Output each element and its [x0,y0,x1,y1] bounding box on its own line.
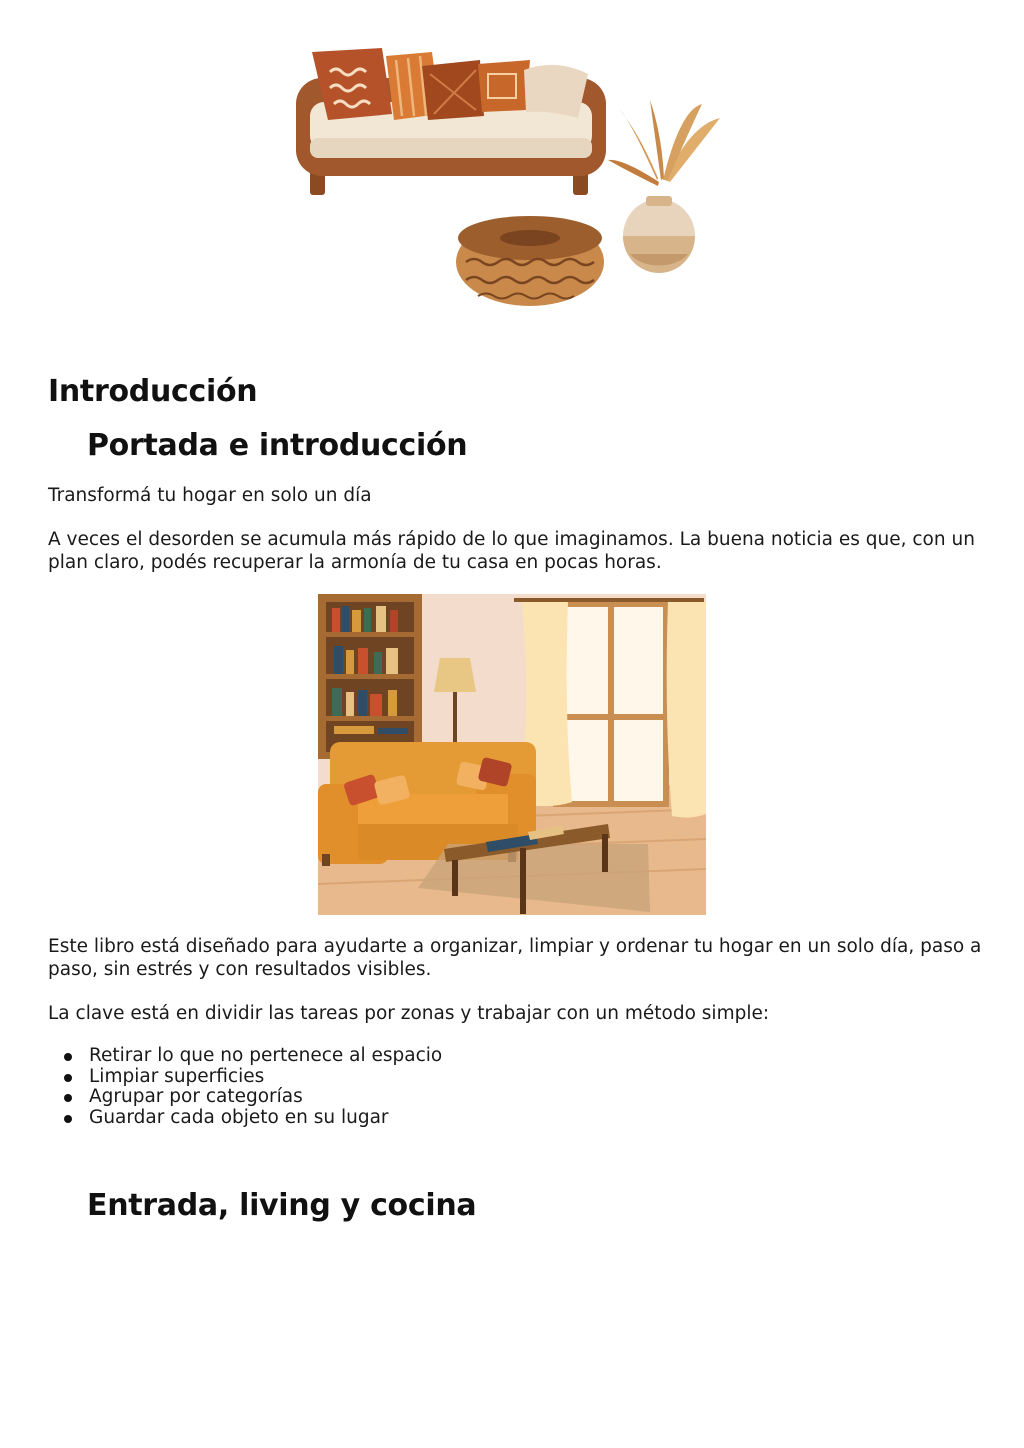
method-intro-paragraph: La clave está en dividir las tareas por zonas y trabajar con un método simple: [48,1003,770,1024]
plant-vase-illustration [608,100,720,273]
intro-paragraph: A veces el desorden se acumula más rápido de lo que imaginamos. La buena noticia es que, con un plan claro, podés recuperar la armonía de tu casa en pocas horas. [48,529,975,573]
tagline-text: Transformá tu hogar en solo un día [48,485,372,506]
section-title-introduccion: Introducción [48,374,258,409]
list-item: Agrupar por categorías [48,1087,442,1108]
sofa-illustration [296,48,606,195]
book-purpose-paragraph: Este libro está diseñado para ayudarte a organizar, limpiar y ordenar tu hogar en un solo día, paso a paso, sin estrés y con resultados visibles. [48,936,982,980]
heading-portada: Portada e introducción [87,428,468,463]
list-item: Retirar lo que no pertenece al espacio [48,1046,442,1067]
living-room-illustration [318,594,706,915]
method-steps-list [48,1046,442,1128]
living-furniture-illustration [290,40,735,315]
heading-entrada-living-cocina: Entrada, living y cocina [87,1188,477,1223]
list-item: Guardar cada objeto en su lugar [48,1108,442,1129]
pouf-illustration [456,216,604,306]
bookshelf-illustration [318,594,422,759]
list-item: Limpiar superficies [48,1067,442,1088]
